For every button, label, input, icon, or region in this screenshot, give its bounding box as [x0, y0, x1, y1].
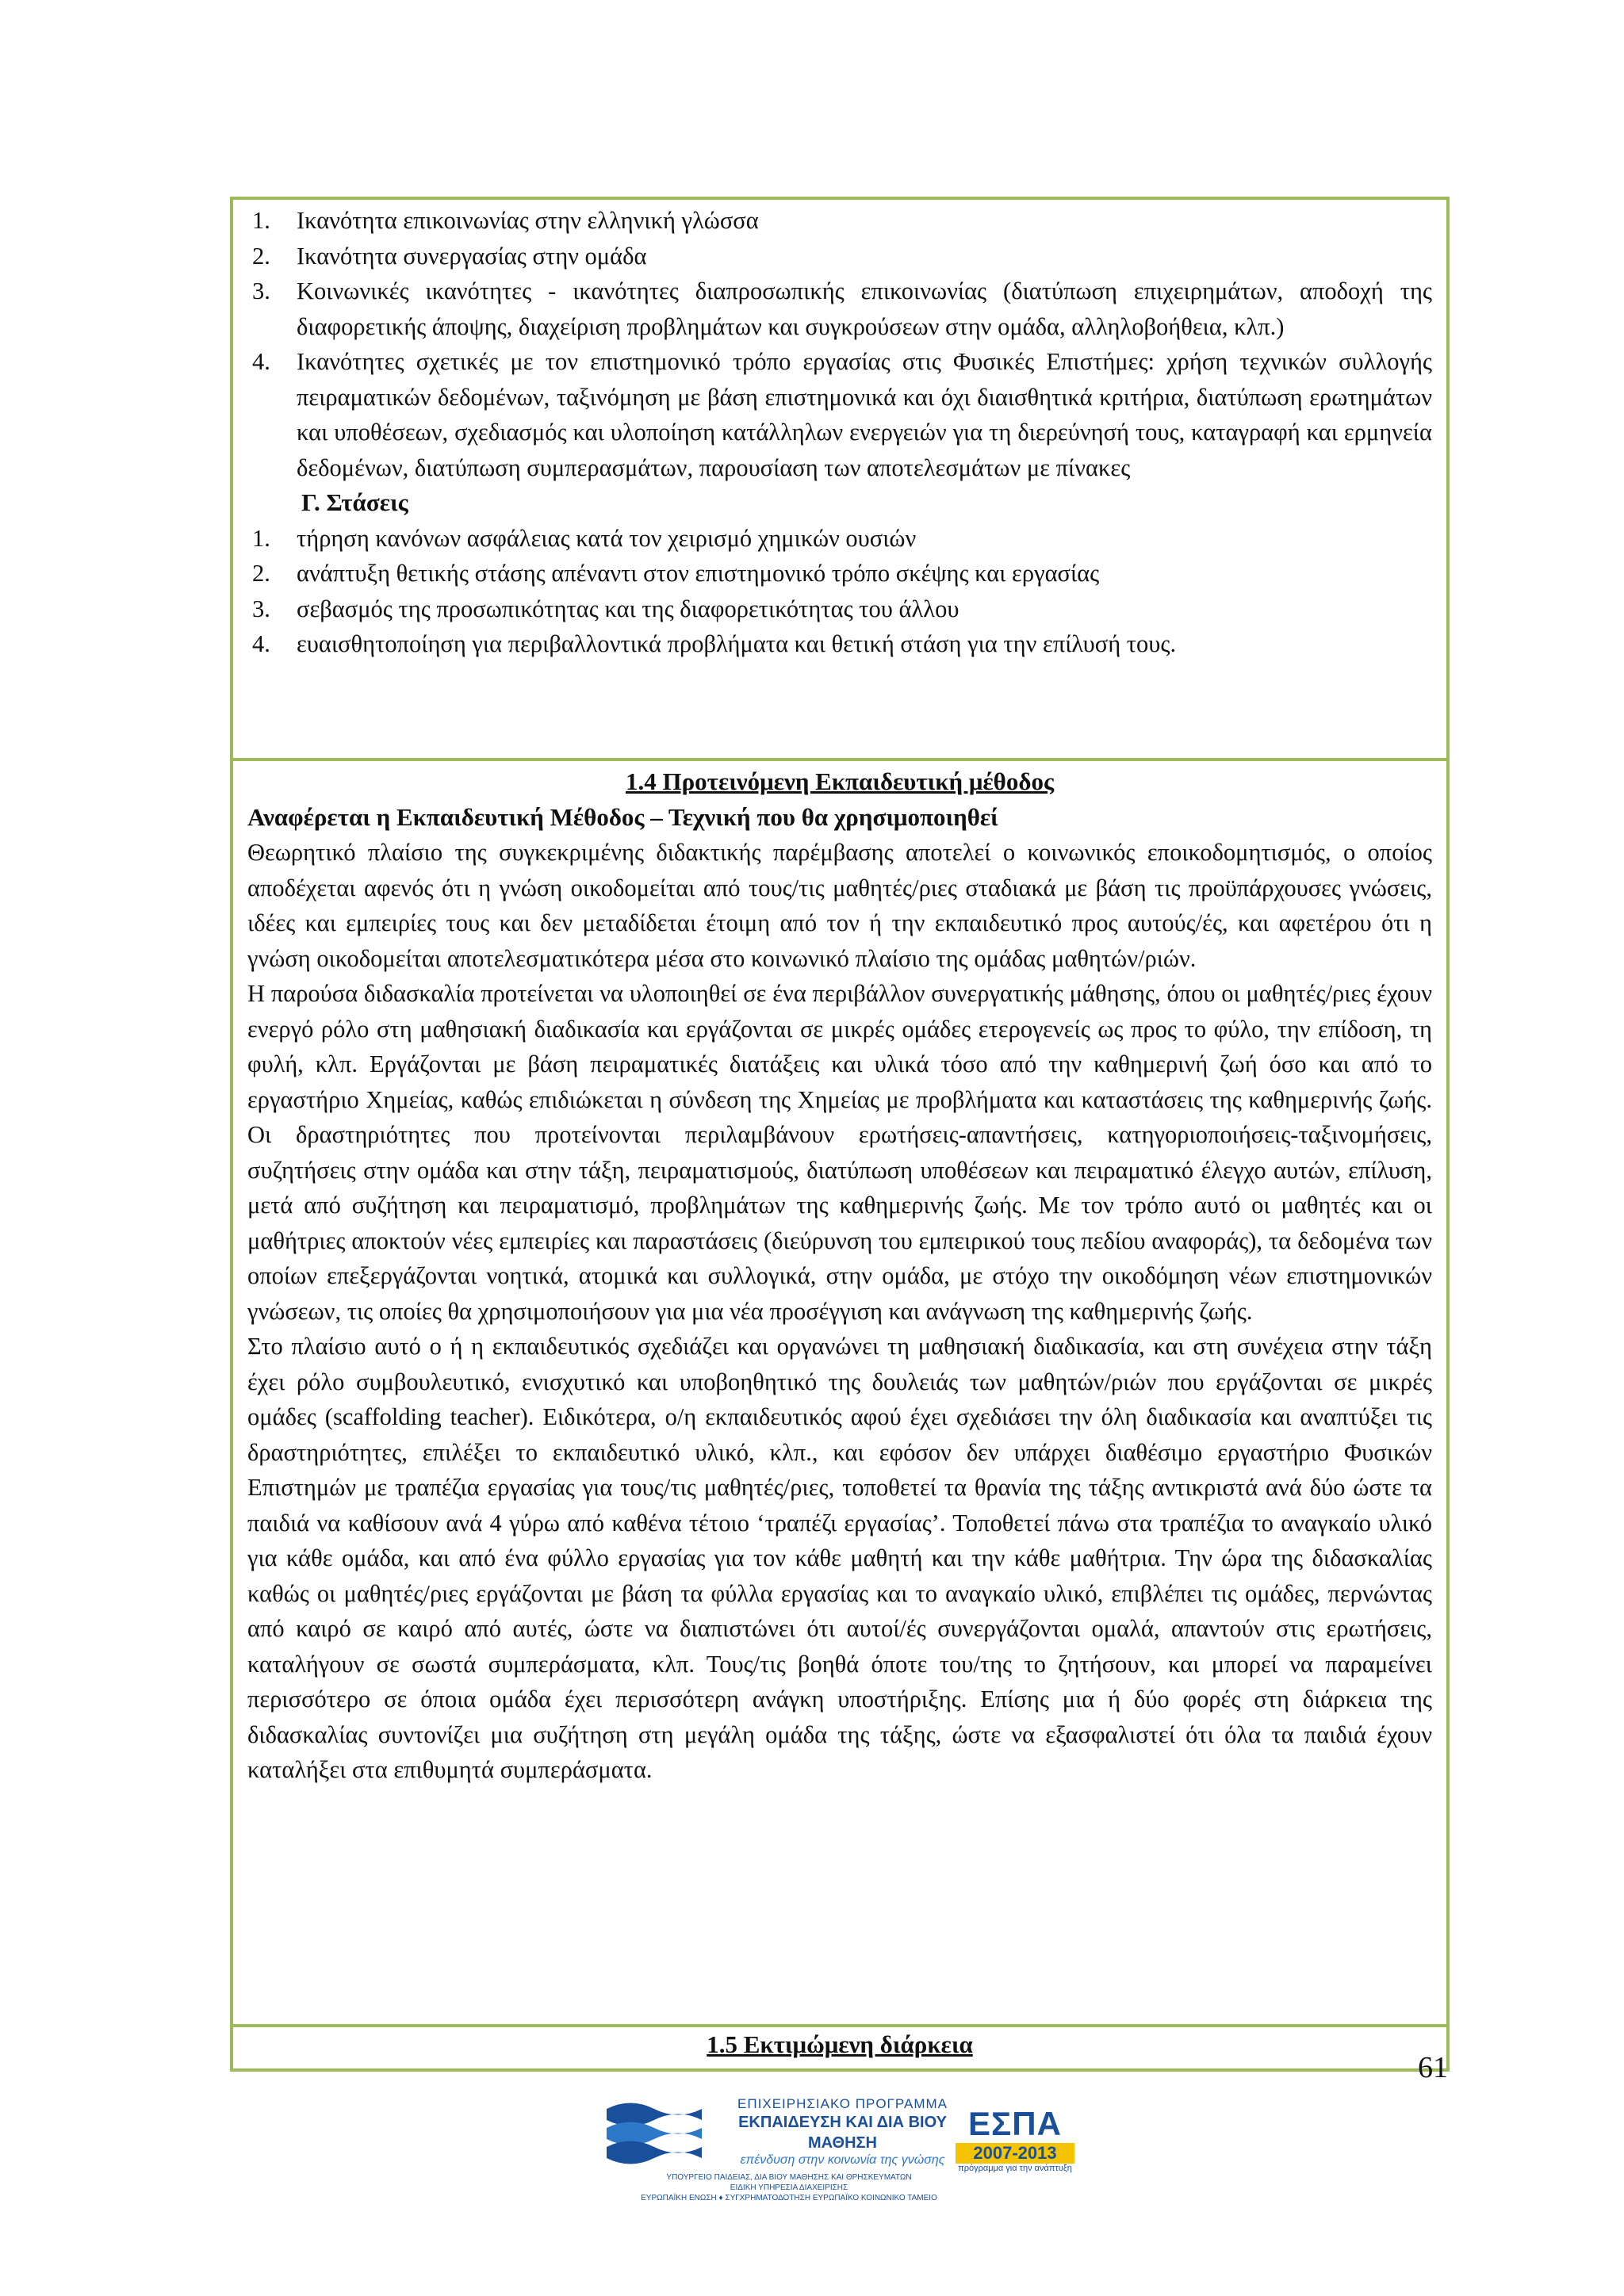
espa-logo: ΕΣΠΑ 2007-2013 πρόγραμμα για την ανάπτυξη	[948, 2105, 1082, 2188]
attitudes-list	[247, 521, 1432, 662]
skills-list	[247, 203, 1432, 485]
education-program-logo	[603, 2093, 975, 2202]
waves-logo-icon	[603, 2093, 706, 2168]
content-table	[230, 197, 1450, 2072]
attitudes-heading: Γ. Στάσεις	[301, 488, 408, 516]
paragraph: Στο πλαίσιο αυτό ο ή η εκπαιδευτικός σχεδιάζει και οργανώνει τη μαθησιακή διαδικασία, και στη συνέχεια στην τάξη έχει ρόλο συμβουλευτικό, ενισχυτικό και υποβοηθητικό της δουλειάς των μαθητών/ριών που εργάζονται σε μικρές ομάδες (scaffolding teacher). Ειδικότερα, ο/η εκπαιδευτικός αφού έχει σχεδιάσει την όλη διαδικασία και αναπτύξει τις δραστηριότητες, επιλέξει το εκπαιδευτικό υλικό, κλπ., και εφόσον δεν υπάρχει διαθέσιμο εργαστήριο Φυσικών Επιστημών με τραπέζια εργασίας για τους/τις μαθητές/ριες, τοποθετεί τα θρανία της τάξης αντικριστά ανά δύο ώστε τα παιδιά να καθίσουν ανά 4 γύρω από καθένα τέτοιο ‘τραπέζι εργασίας’. Τοποθετεί πάνω στα τραπέζια το αναγκαίο υλικό για κάθε ομάδα, και από ένα φύλλο εργασίας για τον κάθε μαθητή και την κάθε μαθήτρια. Την ώρα της διδασκαλίας καθώς οι μαθητές/ριες εργάζονται με βάση τα φύλλα εργασίας και το αναγκαίο υλικό, επιβλέπει τις ομάδες, περνώντας από καιρό σε καιρό από αυτές, ώστε να διαπιστώνει ότι αυτοί/ές συνεργάζονται ομαλά, απαντούν στις ερωτήσεις, καταλήγουν σε σωστά συμπεράσματα, κλπ. Τους/τις βοηθά όποτε του/της το ζητήσουν, και μπορεί να παραμείνει περισσότερο σε όποια ομάδα έχει περισσότερη ανάγκη υποστήριξης. Επίσης μια ή δύο φορές στη διάρκεια της διδασκαλίας συντονίζει μια συζήτηση στη μεγάλη ομάδα της τάξης, ώστε να εξασφαλιστεί ότι όλα τα παιδιά έχουν καταλήξει στα επιθυμητά συμπεράσματα.	[247, 1333, 1432, 1783]
skills-attitudes-cell	[233, 200, 1446, 758]
list-item: 1. Ικανότητα επικοινωνίας στην ελληνική γλώσσα	[252, 207, 759, 234]
list-item: 4. ευαισθητοποίηση για περιβαλλοντικά προβλήματα και θετική στάση για την επίλυσή τους.	[252, 630, 1177, 657]
list-item: 2. ανάπτυξη θετικής στάσης απέναντι στον επιστημονικό τρόπο σκέψης και εργασίας	[252, 560, 1100, 587]
method-cell	[233, 758, 1446, 2024]
list-item: 3. σεβασμός της προσωπικότητας και της διαφορετικότητας του άλλου	[252, 595, 959, 622]
paragraph: Θεωρητικό πλαίσιο της συγκεκριμένης διδακτικής παρέμβασης αποτελεί ο κοινωνικός εποικοδομητισμός, ο οποίος αποδέχεται αφενός ότι η γνώση οικοδομείται από τους/τις μαθητές/ριες σταδιακά με βάση τις προϋπάρχουσες γνώσεις, ιδέες και εμπειρίες τους και δεν μεταδίδεται έτοιμη από τον ή την εκπαιδευτικό προς αυτούς/ές, και αφετέρου ότι η γνώση οικοδομείται αποτελεσματικότερα μέσα στο κοινωνικό πλαίσιο της ομάδας μαθητών/ριών.	[247, 839, 1432, 972]
page-number: 61	[1418, 2051, 1448, 2084]
list-item: 1. τήρηση κανόνων ασφάλειας κατά τον χειρισμό χημικών ουσιών	[252, 524, 917, 552]
section-title: 1.5 Εκτιμώμενη διάρκεια	[707, 2030, 973, 2058]
section-title: 1.4 Προτεινόμενη Εκπαιδευτική μέθοδος	[625, 767, 1055, 795]
duration-cell	[233, 2024, 1446, 2068]
ministry-text: ΥΠΟΥΡΓΕΙΟ ΠΑΙΔΕΙΑΣ, ΔΙΑ ΒΙΟΥ ΜΑΘΗΣΗΣ ΚΑΙ ΘΡΗΣΚΕΥΜΑΤΩΝ ΕΙΔΙΚΗ ΥΠΗΡΕΣΙΑ ΔΙΑΧΕΙΡΙΣΗΣ ΕΥΡΩΠΑΪΚΗ ΕΝΩΣΗ ♦ ΣΥΓΧΡΗΜΑΤΟΔΟΤΗΣΗ ΕΥΡΩΠΑΪΚΟ ΚΟΙΝΩΝΙΚΟ ΤΑΜΕΙΟ	[641, 2173, 937, 2202]
education-program-text: ΕΠΙΧΕΙΡΗΣΙΑΚΟ ΠΡΟΓΡΑΜΜΑ ΕΚΠΑΙΔΕΥΣΗ ΚΑΙ ΔΙΑ ΒΙΟΥ ΜΑΘΗΣΗ επένδυση στην κοινωνία της γνώσης	[737, 2096, 948, 2167]
list-item: 2. Ικανότητα συνεργασίας στην ομάδα	[252, 242, 647, 270]
paragraph: Η παρούσα διδασκαλία προτείνεται να υλοποιηθεί σε ένα περιβάλλον συνεργατικής μάθησης, όπου οι μαθητές/ριες έχουν ενεργό ρόλο στη μαθησιακή διαδικασία και εργάζονται σε μικρές ομάδες ετερογενείς ως προς το φύλο, την επίδοση, τη φυλή, κλπ. Εργάζονται με βάση πειραματικές διατάξεις και υλικά τόσο από την καθημερινή ζωή όσο και από το εργαστήριο Χημείας, καθώς επιδιώκεται η σύνδεση της Χημείας με προβλήματα και καταστάσεις της καθημερινής ζωής. Οι δραστηριότητες που προτείνονται περιλαμβάνουν ερωτήσεις-απαντήσεις, κατηγοριοποιήσεις-ταξινομήσεις, συζητήσεις στην ομάδα και στην τάξη, πειραματισμούς, διατύπωση υποθέσεων και πειραματικό έλεγχο αυτών, επίλυση, μετά από συζήτηση και πειραματισμό, προβλημάτων της καθημερινής ζωής. Με τον τρόπο αυτό οι μαθητές και οι μαθήτριες αποκτούν νέες εμπειρίες και παραστάσεις (διεύρυνση του εμπειρικού τους πεδίου αναφοράς), τα δεδομένα των οποίων επεξεργάζονται νοητικά, ατομικά και συλλογικά, στην ομάδα, με στόχο την οικοδόμηση νέων επιστημονικών γνώσεων, τις οποίες θα χρησιμοποιήσουν για μια νέα προσέγγιση και ανάγνωση της καθημερινής ζωής.	[247, 980, 1432, 1325]
section-subtitle: Αναφέρεται η Εκπαιδευτική Μέθοδος – Τεχνική που θα χρησιμοποιηθεί	[247, 802, 998, 831]
list-item: 4. Ικανότητες σχετικές με τον επιστημονικό τρόπο εργασίας στις Φυσικές Επιστήμες: χρήση τεχνικών συλλογής πειραματικών δεδομένων, ταξινόμηση με βάση επιστημονικά και όχι διαισθητικά κριτήρια, διατύπωση ερωτημάτων και υποθέσεων, σχεδιασμός και υλοποίηση κατάλληλων ενεργειών για τη διερεύνησή τους, καταγραφή και ερμηνεία δεδομένων, διατύπωση συμπερασμάτων, παρουσίαση των αποτελεσμάτων με πίνακες	[252, 348, 1432, 481]
list-item: 3. Κοινωνικές ικανότητες - ικανότητες διαπροσωπικής επικοινωνίας (διατύπωση επιχειρημάτων, αποδοχή της διαφορετικής άποψης, διαχείριση προβλημάτων και συγκρούσεων στην ομάδα, αλληλοβοήθεια, κλπ.)	[252, 277, 1432, 340]
